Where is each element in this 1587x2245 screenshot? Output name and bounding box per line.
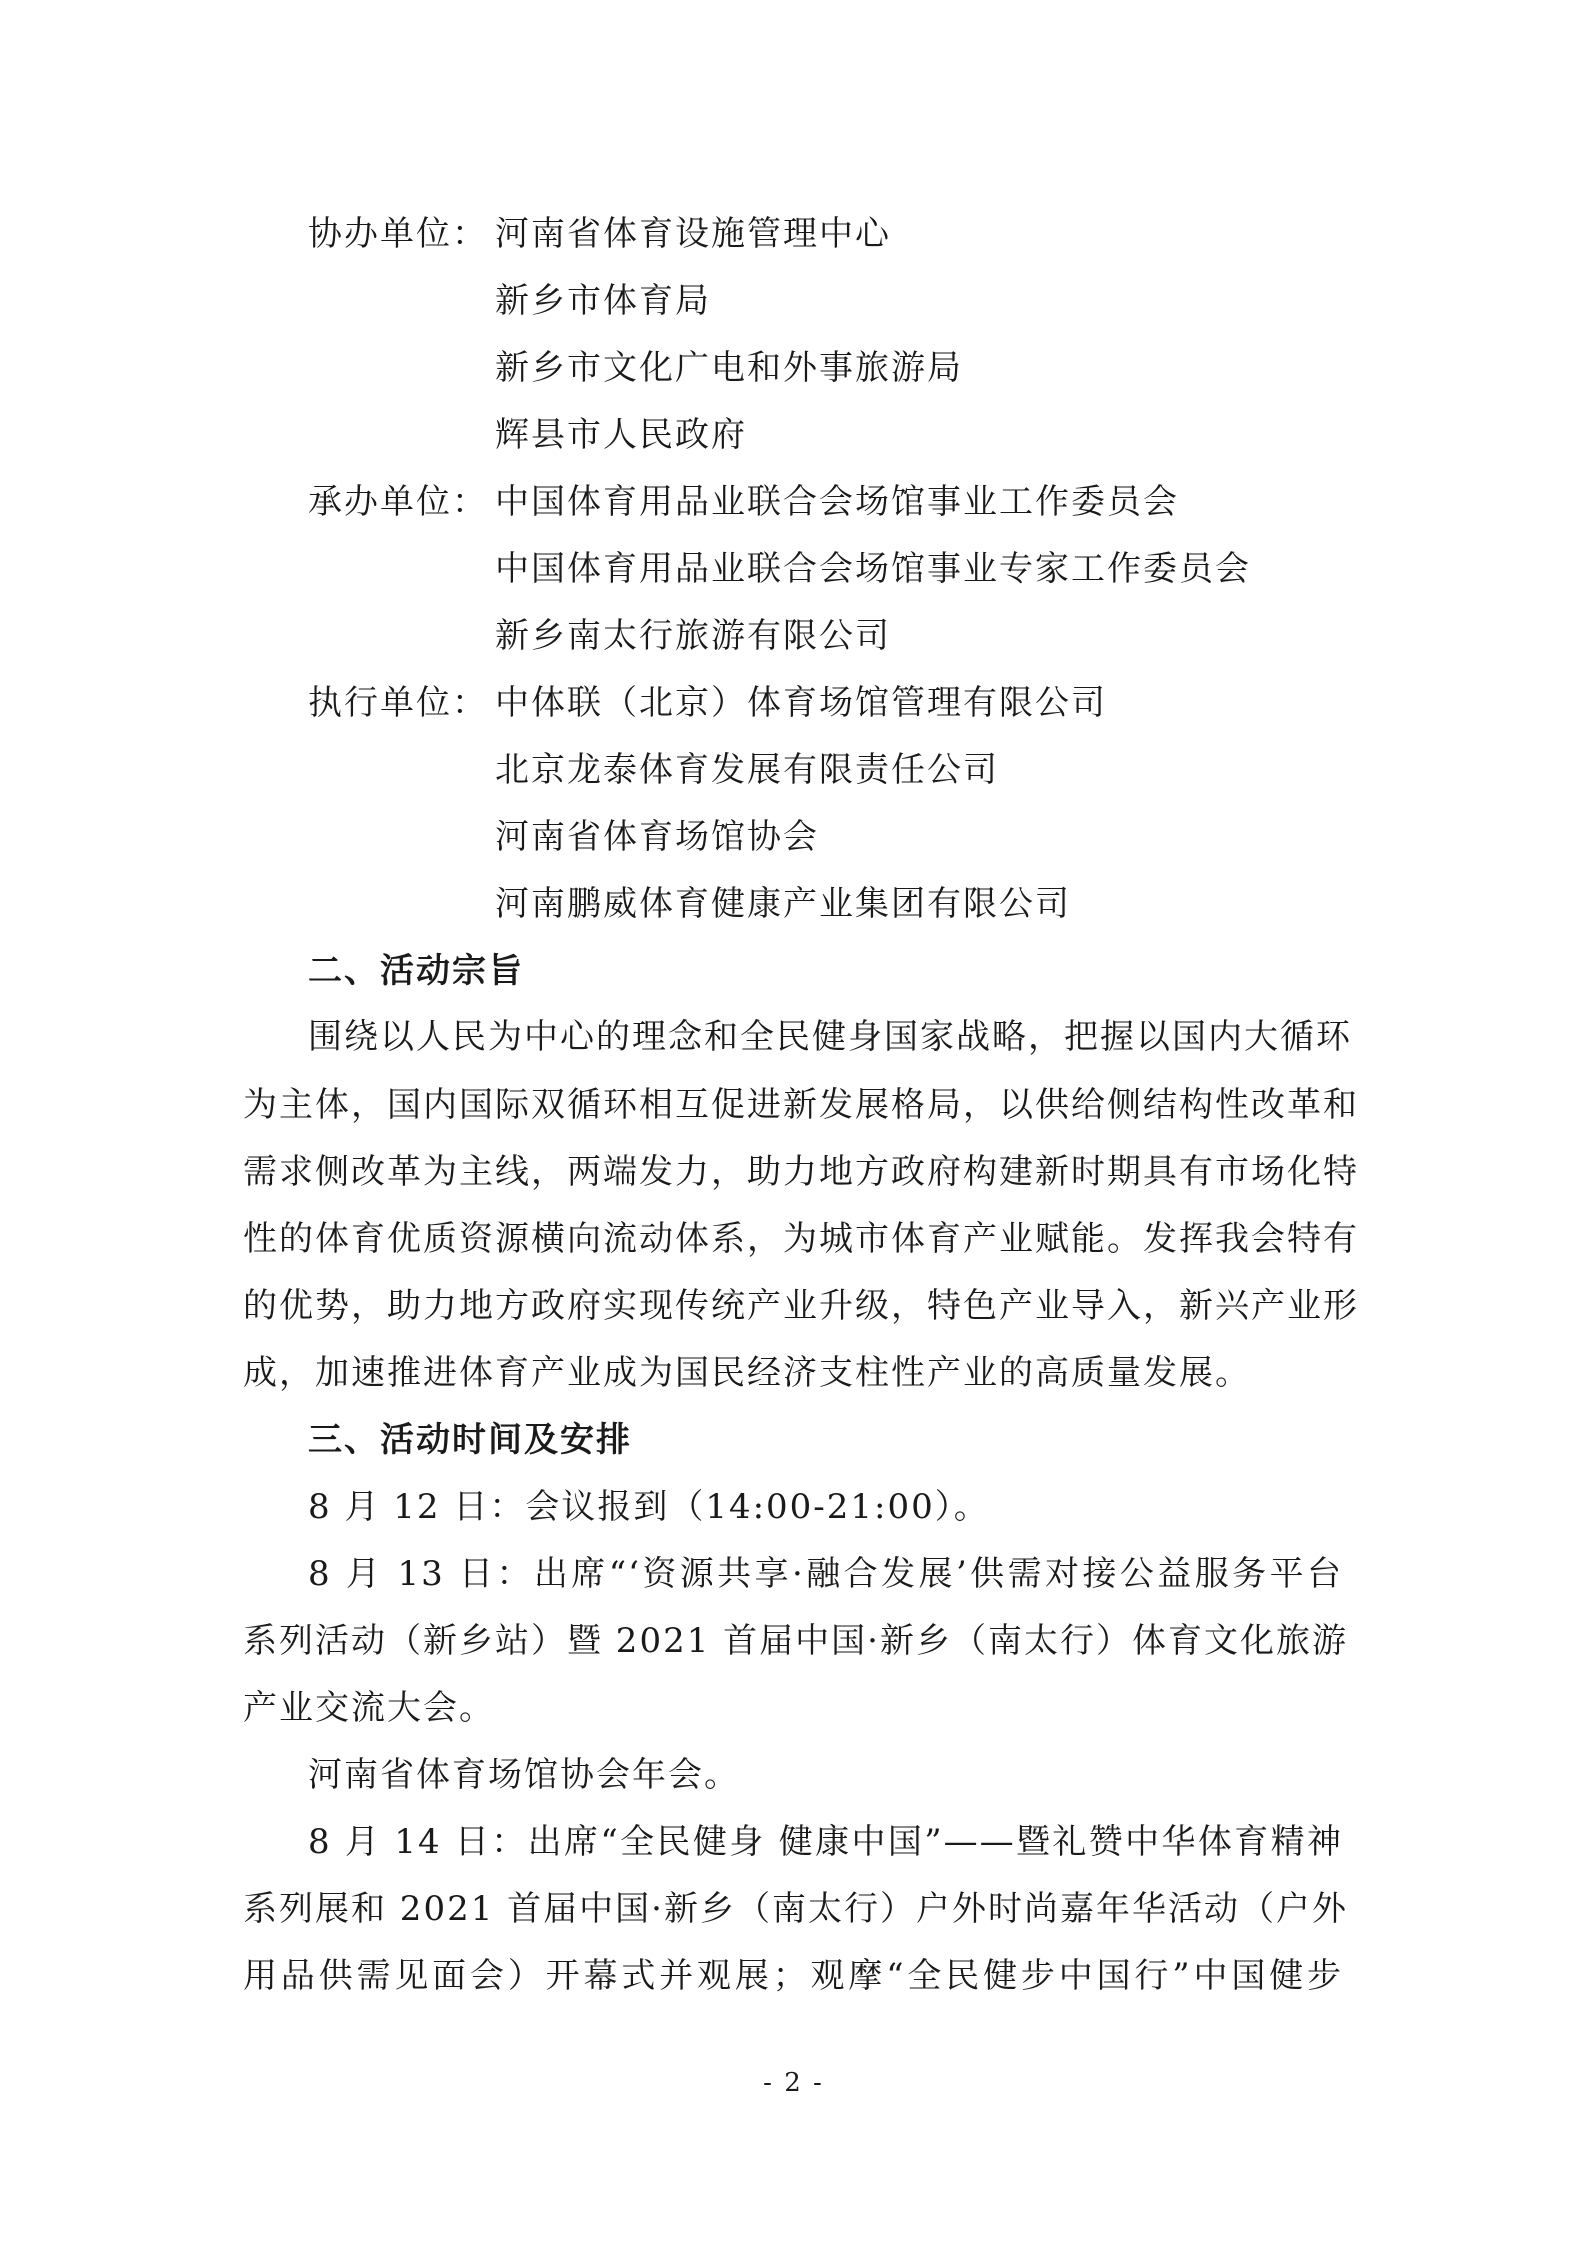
page-number: - 2 - (763, 2068, 824, 2098)
schedule-aug14-line: 用品供需见面会）开幕式并观展；观摩“全民健步中国行”中国健步 (243, 1956, 1343, 1996)
schedule-aug13-line: 8 月 13 日：出席“‘资源共享·融合发展’供需对接公益服务平台 (308, 1554, 1343, 1594)
section3-heading: 三、活动时间及安排 (308, 1420, 632, 1460)
section2-paragraph-line: 围绕以人民为中心的理念和全民健身国家战略，把握以国内大循环 (308, 1017, 1352, 1057)
executor-item: 北京龙泰体育发展有限责任公司 (495, 750, 999, 790)
executor-item: 河南省体育场馆协会 (495, 817, 819, 857)
section2-paragraph-line: 性的体育优质资源横向流动体系，为城市体育产业赋能。发挥我会特有 (243, 1219, 1359, 1259)
section2-heading: 二、活动宗旨 (308, 951, 524, 991)
section2-paragraph-line: 需求侧改革为主线，两端发力，助力地方政府构建新时期具有市场化特 (243, 1152, 1359, 1192)
co-organizer-item: 河南省体育设施管理中心 (495, 214, 891, 254)
executors-label: 执行单位： (308, 683, 488, 723)
section2-paragraph-line: 为主体，国内国际双循环相互促进新发展格局，以供给侧结构性改革和 (243, 1085, 1359, 1125)
schedule-annual-meeting: 河南省体育场馆协会年会。 (308, 1755, 740, 1795)
undertaker-item: 中国体育用品业联合会场馆事业专家工作委员会 (495, 549, 1251, 589)
schedule-aug13-line: 产业交流大会。 (243, 1688, 495, 1728)
executor-item: 中体联（北京）体育场馆管理有限公司 (495, 683, 1107, 723)
undertaker-item: 中国体育用品业联合会场馆事业工作委员会 (495, 482, 1179, 522)
schedule-aug14-line: 系列展和 2021 首届中国·新乡（南太行）户外时尚嘉年华活动（户外 (243, 1889, 1348, 1929)
schedule-aug14-line: 8 月 14 日：出席“全民健身 健康中国”——暨礼赞中华体育精神 (308, 1822, 1343, 1862)
executor-item: 河南鹏威体育健康产业集团有限公司 (495, 884, 1071, 924)
co-organizer-item: 新乡市文化广电和外事旅游局 (495, 348, 963, 388)
undertakers-label: 承办单位： (308, 482, 488, 522)
co-organizers-label: 协办单位： (308, 214, 488, 254)
schedule-aug13-line: 系列活动（新乡站）暨 2021 首届中国·新乡（南太行）体育文化旅游 (243, 1621, 1348, 1661)
section2-paragraph-line: 成，加速推进体育产业成为国民经济支柱性产业的高质量发展。 (243, 1353, 1251, 1393)
section2-paragraph-line: 的优势，助力地方政府实现传统产业升级，特色产业导入，新兴产业形 (243, 1286, 1359, 1326)
co-organizer-item: 新乡市体育局 (495, 281, 711, 321)
schedule-aug12: 8 月 12 日：会议报到（14:00-21:00）。 (308, 1487, 990, 1527)
co-organizer-item: 辉县市人民政府 (495, 415, 747, 455)
undertaker-item: 新乡南太行旅游有限公司 (495, 616, 891, 656)
